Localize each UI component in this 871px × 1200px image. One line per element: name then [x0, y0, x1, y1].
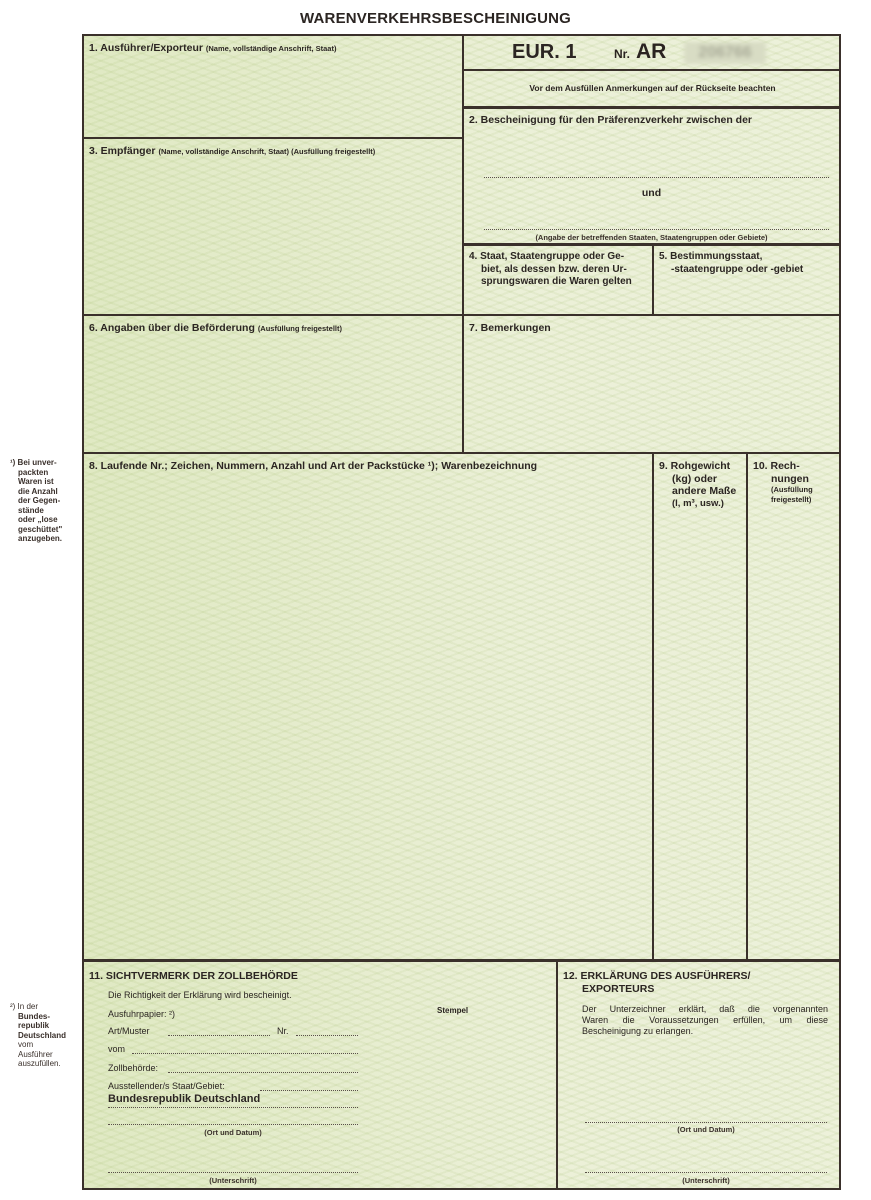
stamp-label: Stempel — [437, 1006, 469, 1015]
footnote-line: geschüttet" — [18, 524, 63, 534]
export-document-label: Ausfuhrpapier: ²) — [108, 1009, 176, 1019]
number-prefix: AR — [636, 40, 667, 63]
declaration-line: Waren die Voraussetzungen erfüllen, um diese — [582, 1015, 828, 1025]
field-1-label — [89, 42, 336, 56]
back-side-notice: Vor dem Ausfüllen Anmerkungen auf der Rückseite beachten — [529, 83, 776, 93]
field-12-title — [563, 970, 750, 995]
footnote-line: oder „lose — [18, 515, 58, 524]
field-3-hint: (Name, vollständige Anschrift, Staat) (Ausfüllung freigestellt) — [158, 147, 376, 156]
exporter-signature-hint: (Unterschrift) — [682, 1176, 730, 1185]
form-code-row — [464, 36, 841, 71]
field-8-goods-description[interactable] — [84, 454, 654, 961]
field-9-gross-weight[interactable] — [654, 454, 748, 961]
field-6-title: 6. Angaben über die Beförderung — [89, 322, 255, 334]
customs-office-label: Zollbehörde: — [108, 1063, 159, 1073]
field-11-customs-endorsement — [84, 961, 558, 1190]
field-2-preferential-trade[interactable] — [464, 106, 841, 246]
field-2-and: und — [641, 187, 662, 199]
field-4-line: sprungswaren die Waren gelten — [481, 276, 632, 287]
customs-office-input-line[interactable] — [168, 1072, 358, 1073]
nr-input-line[interactable] — [296, 1035, 358, 1036]
field-6-hint: (Ausfüllung freigestellt) — [257, 324, 342, 333]
field-6-transport[interactable] — [84, 316, 464, 454]
nr-label: Nr. — [277, 1026, 289, 1036]
footnote-line: auszufüllen. — [18, 1059, 61, 1068]
footnote-line: Waren ist — [18, 477, 54, 486]
field-10-line: nungen — [771, 472, 809, 485]
field-7-title: 7. Bemerkungen — [469, 322, 551, 334]
footnote-line: republik — [18, 1021, 50, 1030]
field-4-line: biet, als dessen bzw. deren Ur- — [481, 263, 627, 275]
field-6-label — [89, 322, 342, 336]
field-10-hint: freigestellt) — [771, 495, 812, 504]
declaration-line: Bescheinigung zu erlangen. — [582, 1026, 694, 1036]
field-3-title: 3. Empfänger — [89, 145, 156, 157]
place-date-line[interactable] — [108, 1124, 358, 1125]
field-1-exporter[interactable] — [84, 36, 464, 139]
field-4-line: 4. Staat, Staatengruppe oder Ge- — [469, 251, 625, 262]
field-1-hint: (Name, vollständige Anschrift, Staat) — [205, 44, 337, 53]
field-12-exporter-declaration — [558, 961, 841, 1190]
declaration-line: Der Unterzeichner erklärt, daß die vorgenannten — [582, 1004, 828, 1014]
footnote-line: vom — [18, 1040, 34, 1049]
field-4-origin-country[interactable] — [464, 246, 654, 316]
document-title: WARENVERKEHRSBESCHEINIGUNG — [299, 10, 572, 27]
footnote-line: Deutschland — [18, 1030, 67, 1040]
field-10-line: 10. Rech- — [753, 460, 800, 472]
footnote-line: ²) In der — [10, 1002, 39, 1011]
field-3-consignee[interactable] — [84, 139, 464, 316]
footnote-line: packten — [18, 467, 49, 477]
field-12-title-line: EXPORTEURS — [582, 982, 655, 995]
footnote-line: stände — [18, 505, 44, 515]
place-date-hint: (Ort und Datum) — [204, 1128, 262, 1137]
issuing-country-value: Bundesrepublik Deutschland — [108, 1093, 261, 1105]
field-11-statement: Die Richtigkeit der Erklärung wird bescheinigt. — [108, 990, 292, 1000]
footnote-1 — [10, 458, 78, 544]
footnote-line: anzugeben. — [18, 534, 63, 543]
number-label: Nr. — [614, 47, 631, 61]
field-5-label — [659, 251, 803, 276]
field-12-declaration-text — [582, 1004, 828, 1037]
footnote-line: Bundes- — [18, 1011, 50, 1021]
footnote-line: ¹) Bei unver- — [10, 458, 57, 467]
field-4-label — [469, 251, 632, 289]
field-2-hint: (Angabe der betreffenden Staaten, Staatengruppen oder Gebiete) — [535, 233, 768, 242]
form-code: EUR. 1 — [512, 41, 577, 63]
footnote-line: Ausführer — [18, 1049, 53, 1059]
exporter-place-date-hint: (Ort und Datum) — [677, 1125, 735, 1134]
field-2-line-2 — [484, 229, 829, 230]
serial-number-redacted: 206766 — [684, 42, 766, 64]
field-3-label — [89, 145, 375, 159]
footnote-line: der Gegen- — [18, 496, 61, 505]
issuing-country-label: Ausstellender/s Staat/Gebiet: — [108, 1081, 225, 1091]
field-5-line: -staatengruppe oder -gebiet — [671, 263, 804, 275]
field-5-line: 5. Bestimmungsstaat, — [659, 251, 763, 262]
issuing-country-underline — [108, 1107, 358, 1108]
type-label: Art/Muster — [108, 1026, 150, 1036]
field-9-label — [659, 460, 736, 510]
exporter-place-date-line[interactable] — [585, 1122, 827, 1123]
field-10-invoices[interactable] — [748, 454, 841, 961]
field-5-destination-country[interactable] — [654, 246, 841, 316]
field-12-title-line: 12. ERKLÄRUNG DES AUSFÜHRERS/ — [563, 970, 751, 982]
field-7-remarks[interactable] — [464, 316, 841, 454]
exporter-signature-line[interactable] — [585, 1172, 827, 1173]
signature-line[interactable] — [108, 1172, 358, 1173]
footnote-line: die Anzahl — [18, 486, 58, 496]
date-label: vom — [108, 1044, 126, 1054]
field-10-label — [753, 460, 813, 505]
field-9-line: (kg) oder — [672, 472, 717, 485]
field-11-title: 11. SICHTVERMERK DER ZOLLBEHÖRDE — [89, 970, 298, 982]
field-9-line: 9. Rohgewicht — [659, 460, 731, 472]
field-2-title: 2. Bescheinigung für den Präferenzverkehr zwischen der — [469, 114, 753, 126]
eur1-form — [82, 34, 841, 1190]
date-input-line[interactable] — [132, 1053, 358, 1054]
issuing-country-line — [260, 1090, 358, 1091]
field-8-title: 8. Laufende Nr.; Zeichen, Nummern, Anzahl und Art der Packstücke ¹); Warenbezeichnung — [89, 460, 538, 472]
field-9-line: (l, m³, usw.) — [672, 497, 724, 509]
field-1-title: 1. Ausführer/Exporteur — [89, 42, 203, 54]
signature-hint: (Unterschrift) — [209, 1176, 257, 1185]
footnote-2 — [10, 1002, 80, 1069]
type-input-line[interactable] — [168, 1035, 270, 1036]
field-10-hint: (Ausfüllung — [771, 485, 813, 494]
field-2-line-1 — [484, 177, 829, 178]
field-9-line: andere Maße — [672, 485, 737, 497]
